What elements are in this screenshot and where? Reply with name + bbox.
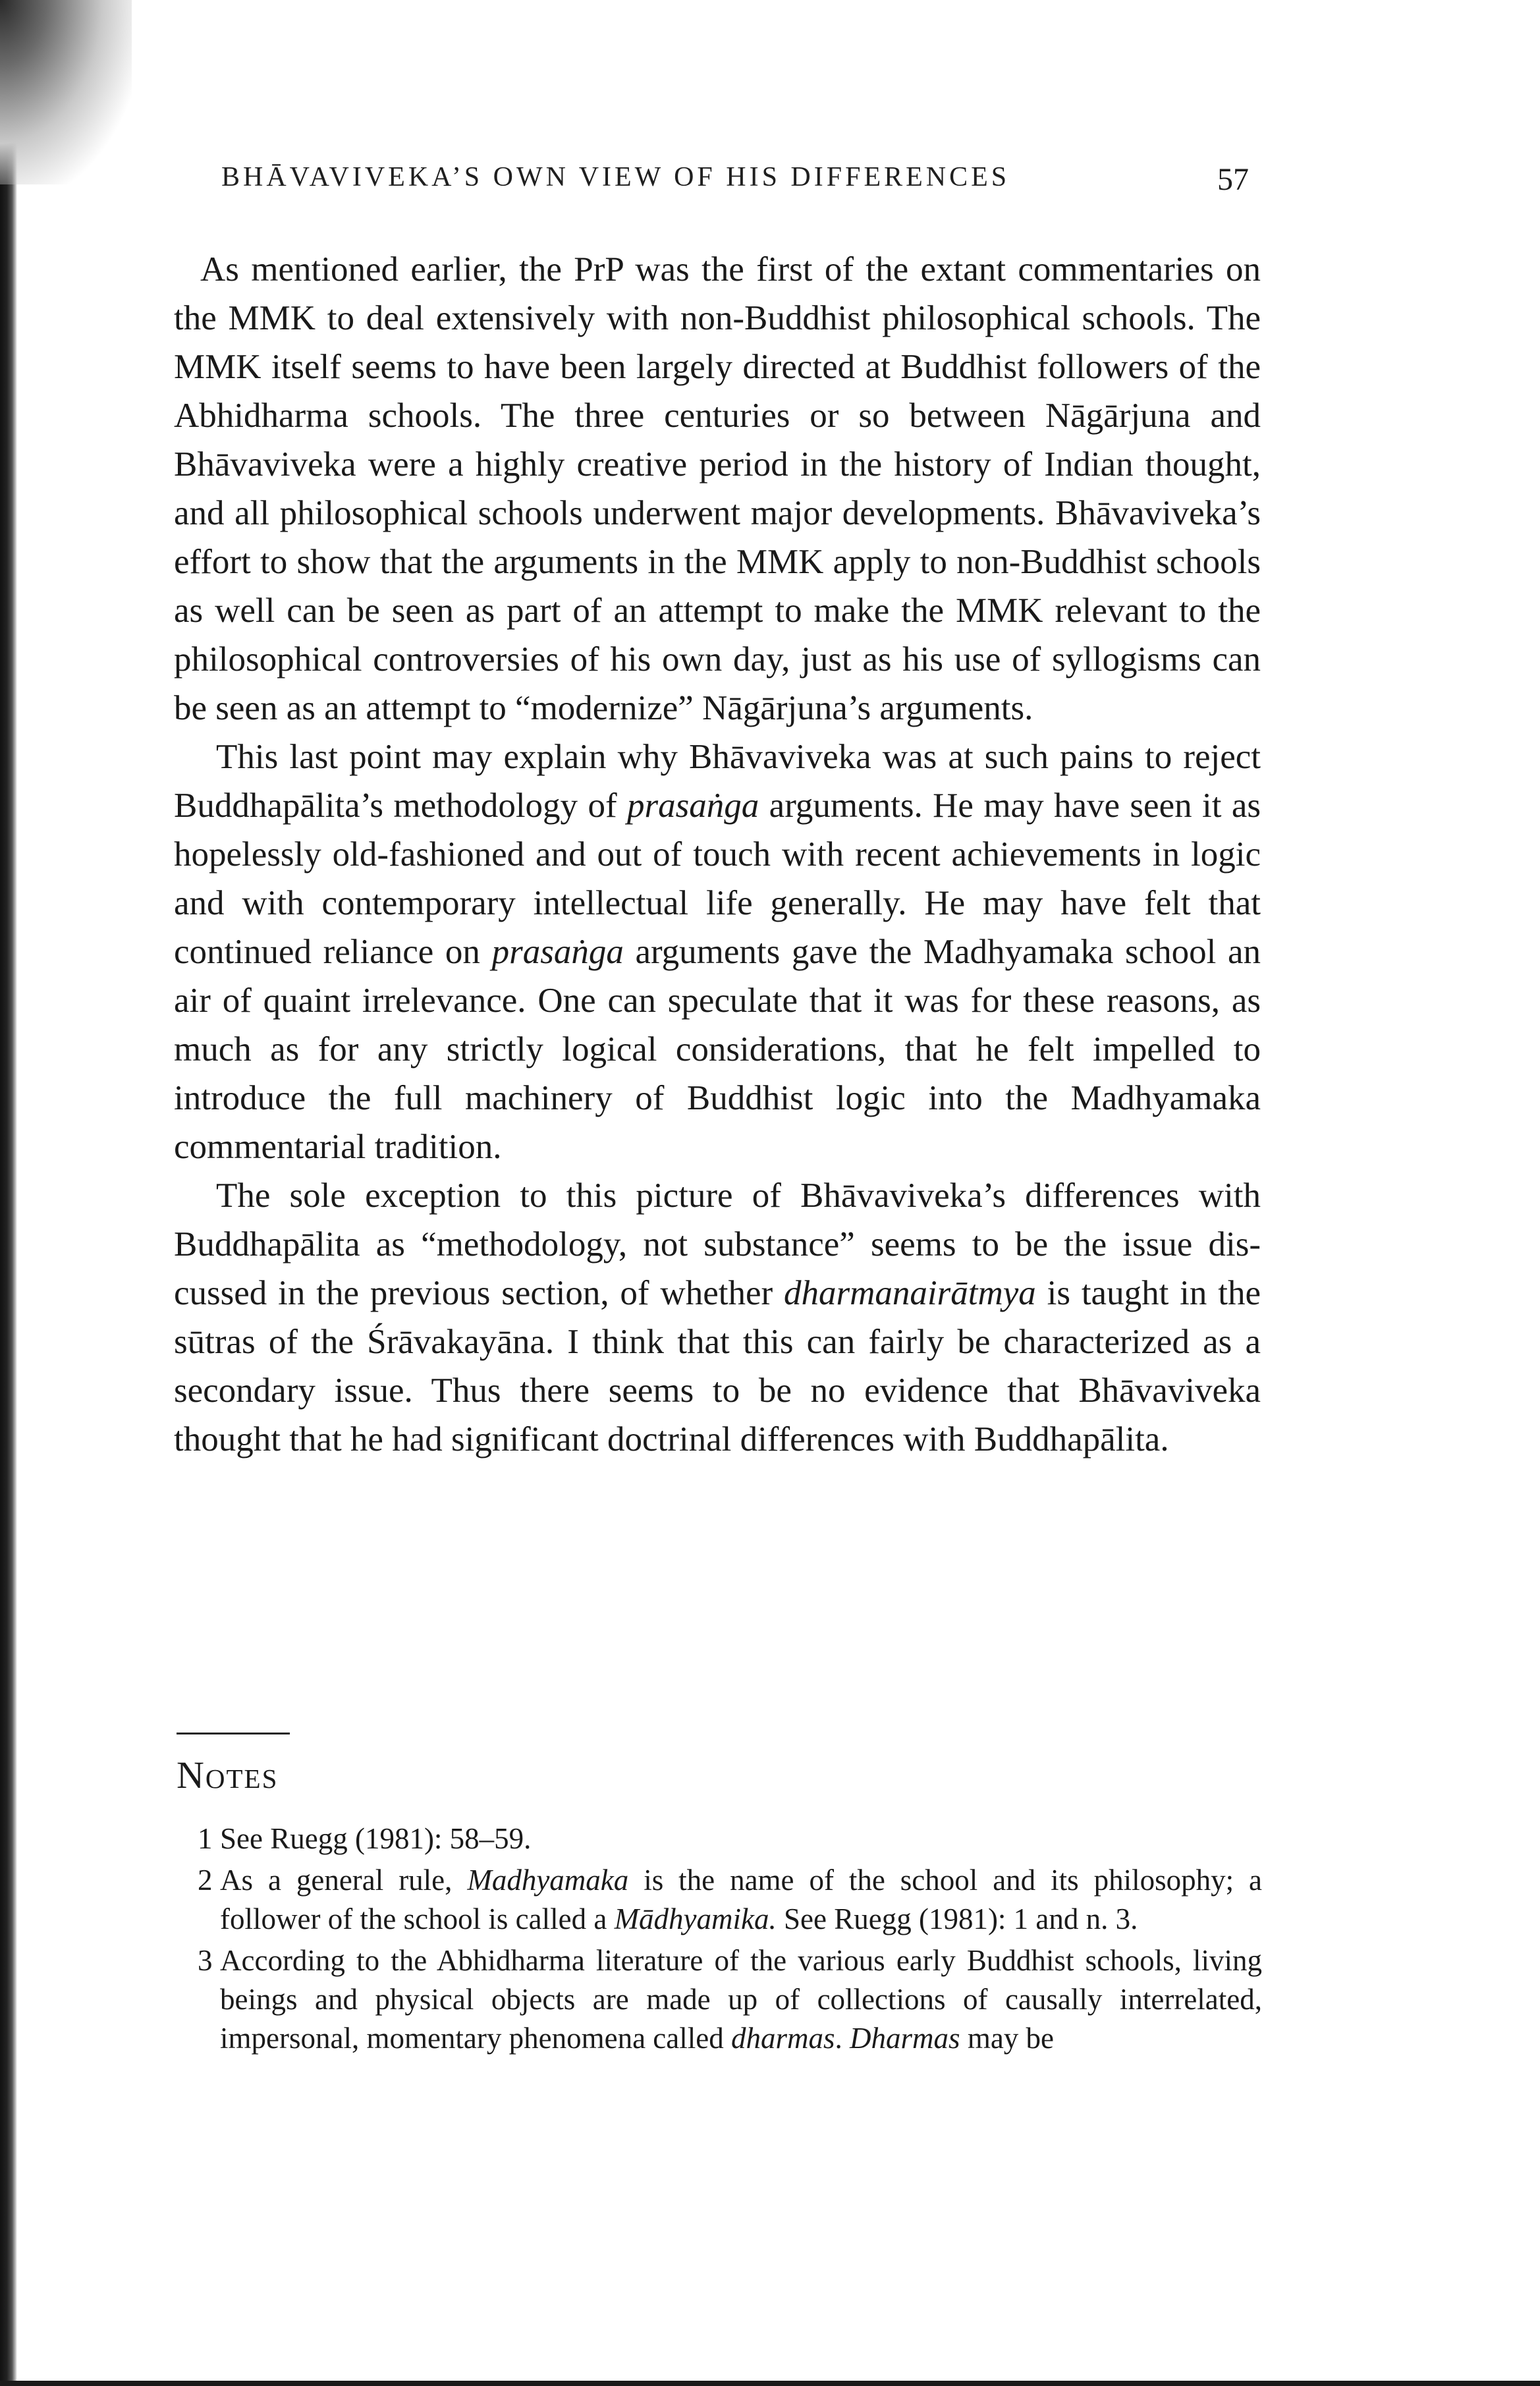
paragraph-1: As mentioned earlier, the PrP was the first of the extant commentaries on the MMK to deal extensively with non-Buddhist philosophical schools. The MMK itself seems to have been largely directed at Buddhist followers of the Abhidharma schools. The three centuries or so between Nāgārjuna and Bhāvaviveka were a highly creative period in the history of Indian thought, and all philosophical schools underwent major developments. Bhāvaviveka’s effort to show that the arguments in the MMK apply to non-Buddhist schools as well can be seen as part of an attempt to make the MMK relevant to the philosophical controversies of his own day, just as his use of syllogisms can be seen as an attempt to “modernize” Nāgārjuna’s arguments.: [174, 250, 1261, 727]
paragraph-3: The sole exception to this picture of Bhāvaviveka’s differences with Buddhapālita as “methodology, not substance” seems to be the issue discussed in the previous section, of whether dharmanairātmya is taught in the sūtras of the Śrāvakayāna. I think that this can fairly be characterized as a secondary issue. Thus there seems to be no evidence that Bhāvaviveka thought that he had significant doctrinal differences with Buddhapālita.: [174, 1177, 1261, 1458]
scan-shadow-bottom: [0, 2381, 1540, 2386]
notes-list: [198, 1819, 1262, 2061]
running-head: [221, 161, 1249, 197]
note-2: [198, 1861, 1262, 1939]
note-3: [198, 1941, 1262, 2058]
page-number: 57: [1217, 162, 1249, 197]
note-text: According to the Abhidharma literature of the various early Buddhist schools, living beings and physical objects are made up of collections of causally interrelated, impersonal, momentary phenomena called dharmas. Dharmas may be: [220, 1944, 1262, 2055]
notes-divider: [177, 1733, 290, 1734]
body-text: [174, 245, 1261, 1464]
note-1: [198, 1819, 1262, 1858]
note-number: 3: [198, 1944, 213, 1977]
notes-heading: Notes: [177, 1754, 279, 1796]
running-head-title: BHĀVAVIVEKA’S OWN VIEW OF HIS DIFFERENCES: [221, 162, 1010, 192]
scan-shadow-corner: [0, 0, 132, 184]
note-text: As a general rule, Madhyamaka is the name of the school and its philosophy; a follower of the school is called a Mādhyamika. See Ruegg (1981): 1 and n. 3.: [220, 1864, 1262, 1935]
term-dharmanairatmya: dharmanairātmya: [783, 1274, 1036, 1312]
note-number: 1: [198, 1822, 213, 1855]
note-text: See Ruegg (1981): 58–59.: [220, 1822, 532, 1855]
term-prasanga: prasaṅga: [491, 933, 624, 971]
paragraph-2: This last point may explain why Bhāvaviveka was at such pains to reject Buddhapālita’s methodology of prasaṅga arguments. He may have seen it as hopelessly old-fashioned and out of touch with recent achievements in logic and with contemporary intellectual life generally. He may have felt that continued reliance on prasaṅga arguments gave the Madhyamaka school an air of quaint irrelevance. One can speculate that it was for these reasons, as much as for any strictly logical considerations, that he felt impelled to introduce the full machinery of Buddhist logic into the Madhyamaka commentarial tradition.: [174, 738, 1261, 1166]
note-number: 2: [198, 1864, 213, 1897]
scan-shadow-left: [0, 0, 17, 2386]
term-prasanga: prasaṅga: [627, 787, 759, 825]
